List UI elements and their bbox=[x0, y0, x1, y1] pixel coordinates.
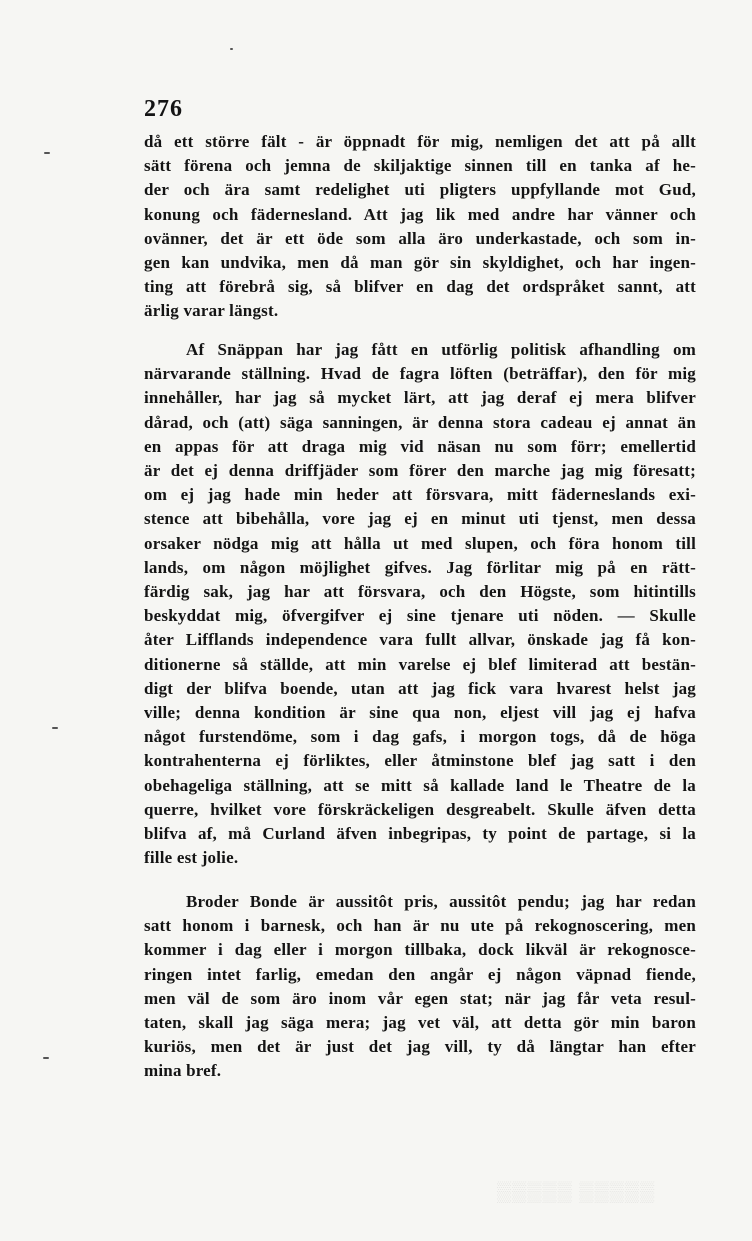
text-line: taten, skall jag säga mera; jag vet väl, att detta gör min baron bbox=[144, 1013, 696, 1033]
text-line: kommer i dag eller i morgon tillbaka, dock likväl är rekognosce- bbox=[144, 940, 696, 960]
text-line: beskyddat mig, öfvergifver ej sine tjenare uti nöden. — Skulle bbox=[144, 606, 696, 626]
text-line: Broder Bonde är aussitôt pris, aussitôt pendu; jag har redan bbox=[186, 892, 696, 911]
text-line: obehageliga ställning, att se mitt så kallade land le Theatre de la bbox=[144, 775, 696, 795]
text-line: digt der blifva boende, utan att jag fick vara hvarest helst jag bbox=[144, 678, 696, 698]
text-line: ditionerne så ställde, att min varelse ej blef limiterad att bestän- bbox=[144, 654, 696, 674]
text-line: en appas för att draga mig vid näsan nu som förr; emellertid bbox=[144, 436, 696, 456]
text-line: lands, om någon möjlighet gifves. Jag förlitar mig på en rätt- bbox=[144, 557, 696, 577]
text-line: ville; denna kondition är sine qua non, eljest vill jag ej hafva bbox=[144, 703, 696, 723]
text-line: dårad, och (att) säga sanningen, är denna stora cadeau ej annat än bbox=[144, 412, 696, 432]
text-line: gen kan undvika, men då man gör sin skyldighet, och har ingen- bbox=[144, 253, 696, 273]
text-line: något furstendöme, som i dag gafs, i morgon togs, då de höga bbox=[144, 727, 696, 747]
text-line: kuriös, men det är just det jag vill, ty då längtar han efter bbox=[144, 1037, 696, 1057]
text-line: blifva af, må Curland äfven inbegripas, ty point de partage, si la bbox=[144, 824, 696, 844]
text-line: orsaker nödga mig att hålla ut med slupen, och föra honom till bbox=[144, 533, 696, 553]
text-line: närvarande ställning. Hvad de fagra löften (beträffar), den för mig bbox=[144, 364, 696, 384]
text-line: ringen intet farlig, emedan den angår ej någon väpnad fiende, bbox=[144, 964, 696, 984]
text-line: kontrahenterna ej förliktes, eller åtminstone blef jag satt i den bbox=[144, 751, 696, 771]
text-line: konung och fädernesland. Att jag lik med andre har vänner och bbox=[144, 204, 696, 224]
scan-speck bbox=[52, 727, 58, 729]
paragraph-1 bbox=[144, 130, 696, 324]
text-line: ting att förebrå sig, så blifver en dag det ordspråket sannt, att bbox=[144, 277, 696, 297]
text-line: satt honom i barnesk, och han är nu ute på rekognoscering, men bbox=[144, 916, 696, 936]
text-line: om ej jag hade min heder att försvara, mitt fäderneslands exi- bbox=[144, 485, 696, 505]
text-line: då ett större fält - är öppnadt för mig, nemligen det att på allt bbox=[144, 132, 696, 151]
text-line: färdig sak, jag har att försvara, och den Högste, som hitintills bbox=[144, 582, 696, 602]
scan-speck bbox=[230, 48, 233, 50]
text-line: åter Lifflands independence vara fullt allvar, önskade jag få kon- bbox=[144, 630, 696, 650]
text-line: ovänner, det är ett öde som alla äro underkastade, och som in- bbox=[144, 228, 696, 248]
scan-speck bbox=[44, 152, 50, 154]
page-number: 276 bbox=[144, 96, 183, 122]
scan-speck bbox=[43, 1057, 49, 1059]
text-line: Af Snäppan har jag fått en utförlig politisk afhandling om bbox=[186, 340, 696, 359]
paragraph-3 bbox=[144, 890, 696, 1084]
text-line: querre, hvilket vore förskräckeligen desgreabelt. Skulle äfven detta bbox=[144, 799, 696, 819]
text-line: stence att bibehålla, vore jag ej en minut uti tjenst, men dessa bbox=[144, 509, 696, 529]
text-line: fille est jolie. bbox=[144, 848, 239, 868]
text-line: är det ej denna driffjäder som förer den marche jag mig föresatt; bbox=[144, 461, 696, 481]
text-line: der och ära samt redelighet uti pligters uppfyllande mot Gud, bbox=[144, 180, 696, 200]
text-line: mina bref. bbox=[144, 1061, 222, 1081]
text-line: ärlig varar längst. bbox=[144, 301, 279, 321]
paragraph-2 bbox=[144, 338, 696, 870]
text-line: innehåller, har jag så mycket lärt, att jag deraf ej mera blifver bbox=[144, 388, 696, 408]
text-line: men väl de som äro inom vår egen stat; när jag får veta resul- bbox=[144, 988, 696, 1008]
text-line: sätt förena och jemna de skiljaktige sinnen till en tanka af he- bbox=[144, 156, 696, 176]
faint-watermark: ▒▒▒▒▒ ▒▒▒▒▒ bbox=[497, 1181, 656, 1203]
